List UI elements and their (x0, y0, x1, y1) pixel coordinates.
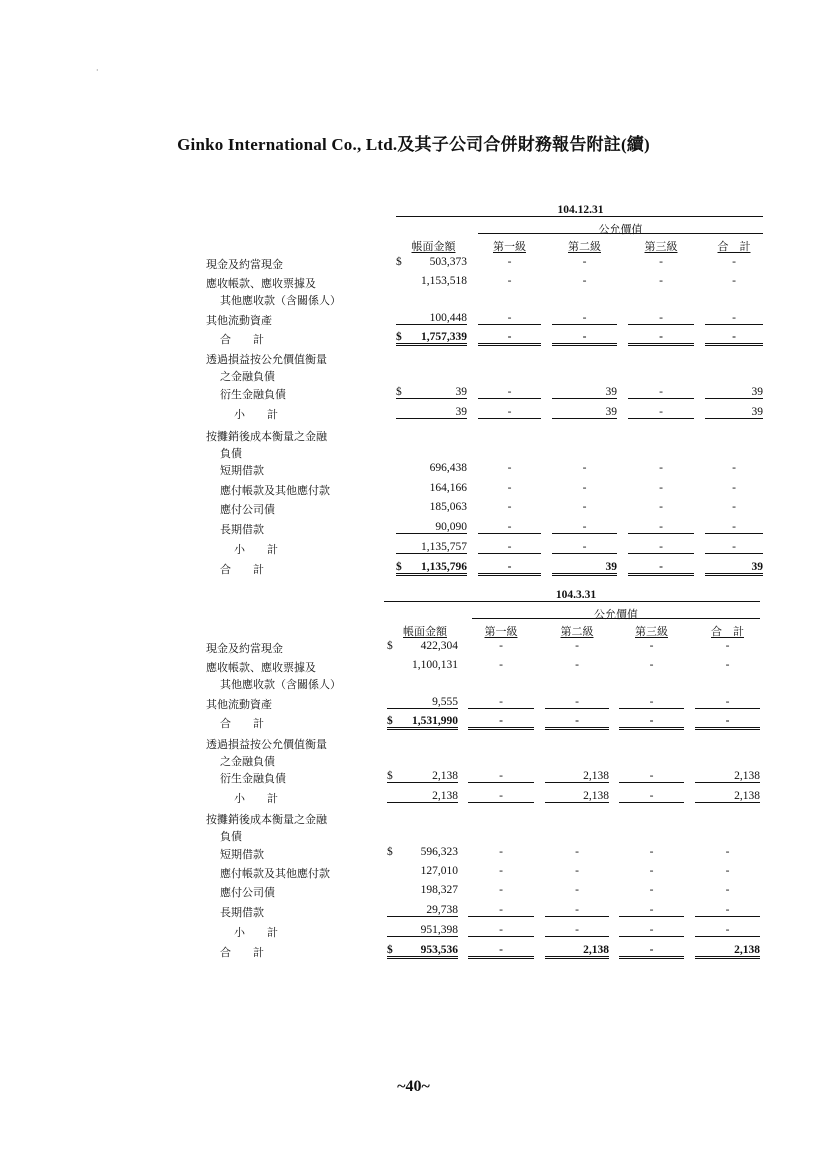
cell-level1: - (507, 256, 512, 268)
cell-level1: - (468, 924, 534, 937)
cell-carrying-amount: 696,438 (429, 462, 467, 474)
cell-level1: - (468, 715, 534, 730)
cell-level3: - (628, 312, 694, 325)
cell-level3: - (619, 696, 684, 709)
cell-total: - (732, 256, 736, 268)
cell-level2: 39 (552, 386, 617, 399)
cell-level1: - (507, 462, 512, 474)
currency-sign: $ (387, 640, 393, 652)
cell-carrying-amount: 503,373 (429, 256, 467, 268)
fair-value-group-header: 公允價值 (598, 223, 643, 236)
row-label-bonds: 應付公司債 (220, 503, 275, 516)
row-label-fvtpl_1: 透過損益按公允價值衡量 (206, 738, 327, 751)
cell-level3: - (628, 386, 694, 399)
cell-level2: - (575, 884, 579, 896)
cell-carrying-amount: 951,398 (387, 924, 458, 937)
cell-level3: - (628, 331, 694, 346)
column-header-total: 合 計 (717, 240, 751, 253)
page-title: Ginko International Co., Ltd.及其子公司合併財務報告附註(續) (177, 135, 650, 154)
cell-level3: - (619, 715, 684, 730)
currency-sign: $ (396, 386, 402, 398)
row-label-total: 合 計 (220, 563, 264, 576)
period-rule (396, 216, 763, 217)
cell-level1: - (499, 659, 503, 671)
cell-level1: - (507, 482, 512, 494)
cell-total: 2,138 (695, 790, 760, 803)
cell-level3: - (619, 790, 684, 803)
cell-level1: - (468, 944, 534, 959)
row-label-receivables_2: 其他應收款（含關係人） (220, 678, 341, 691)
cell-level2: - (552, 312, 617, 325)
row-label-derivative: 衍生金融負債 (220, 388, 286, 401)
currency-sign: $ (387, 770, 393, 782)
cell-carrying-amount: 39 (396, 406, 467, 419)
cell-level2: - (552, 541, 617, 554)
row-label-amortized_1: 按攤銷後成本衡量之金融 (206, 813, 327, 826)
fair-value-rule (472, 618, 760, 619)
cell-level3: - (659, 256, 663, 268)
row-label-short_term: 短期借款 (220, 848, 264, 861)
cell-level2: - (582, 256, 587, 268)
column-header-level3: 第三級 (644, 240, 678, 253)
cell-level2: - (552, 521, 617, 534)
cell-carrying-amount: 164,166 (429, 482, 467, 494)
column-header-level1: 第一級 (493, 240, 526, 253)
cell-level1: - (499, 884, 503, 896)
cell-carrying-amount: 422,304 (420, 640, 458, 652)
cell-carrying-amount: 1,135,757 (396, 541, 467, 554)
row-label-receivables_1: 應收帳款、應收票據及 (206, 277, 316, 290)
cell-level1: - (478, 541, 541, 554)
cell-total: 2,138 (695, 770, 760, 783)
cell-level3: - (649, 846, 654, 858)
cell-level3: - (619, 944, 684, 959)
row-label-cash: 現金及約當現金 (206, 642, 283, 655)
cell-total: - (695, 715, 760, 730)
cell-total: - (732, 462, 736, 474)
cell-total: - (705, 331, 763, 346)
cell-total: - (695, 696, 760, 709)
row-label-long_term: 長期借款 (220, 523, 264, 536)
cell-level3: - (649, 640, 654, 652)
cell-total: - (725, 659, 730, 671)
cell-carrying-amount: 596,323 (420, 846, 458, 858)
scan-speck: · (96, 66, 99, 75)
cell-carrying-amount: 29,738 (387, 904, 458, 917)
row-label-payables: 應付帳款及其他應付款 (220, 867, 330, 880)
cell-total: - (725, 846, 730, 858)
cell-level1: - (468, 904, 534, 917)
cell-level1: - (478, 331, 541, 346)
cell-level2: 39 (552, 561, 617, 576)
cell-level2: - (552, 331, 617, 346)
column-header-carrying-amount: 帳面金額 (403, 625, 447, 638)
cell-carrying-amount: 9,555 (387, 696, 458, 709)
currency-sign: $ (387, 715, 393, 727)
row-label-amortized_2: 負債 (220, 447, 242, 460)
row-label-subtotal: 小 計 (234, 408, 278, 421)
cell-carrying-amount: 185,063 (429, 501, 467, 513)
fair-value-group-header: 公允價值 (594, 608, 638, 621)
currency-sign: $ (387, 846, 393, 858)
row-label-receivables_2: 其他應收款（含關係人） (220, 294, 341, 307)
cell-carrying-amount: 2,138 (387, 790, 458, 803)
column-header-level3: 第三級 (635, 625, 668, 638)
row-label-derivative: 衍生金融負債 (220, 772, 286, 785)
cell-level2: - (582, 462, 587, 474)
period-rule (384, 601, 760, 602)
row-label-fvtpl_2: 之金融負債 (220, 755, 275, 768)
row-label-receivables_1: 應收帳款、應收票據及 (206, 661, 316, 674)
cell-total: - (725, 884, 730, 896)
cell-level1: - (478, 406, 541, 419)
cell-total: - (725, 865, 730, 877)
cell-level3: - (619, 904, 684, 917)
column-header-level1: 第一級 (484, 625, 518, 638)
currency-sign: $ (396, 331, 402, 343)
cell-carrying-amount: 1,757,339 (396, 331, 467, 346)
cell-carrying-amount: 90,090 (396, 521, 467, 534)
cell-level3: - (628, 521, 694, 534)
cell-carrying-amount: 198,327 (420, 884, 458, 896)
cell-total: 39 (705, 406, 763, 419)
row-label-payables: 應付帳款及其他應付款 (220, 484, 330, 497)
cell-level1: - (478, 386, 541, 399)
cell-level2: - (545, 715, 609, 730)
column-header-total: 合 計 (711, 625, 744, 638)
cell-level1: - (478, 561, 541, 576)
cell-level3: - (659, 275, 663, 287)
cell-carrying-amount: 39 (396, 386, 467, 399)
cell-level2: 39 (552, 406, 617, 419)
cell-total: - (732, 501, 736, 513)
row-label-amortized_2: 負債 (220, 830, 242, 843)
row-label-subtotal: 小 計 (234, 792, 278, 805)
cell-level2: - (575, 640, 579, 652)
cell-carrying-amount: 1,531,990 (387, 715, 458, 730)
cell-level2: - (582, 482, 587, 494)
cell-total: 39 (705, 386, 763, 399)
row-label-short_term: 短期借款 (220, 464, 264, 477)
cell-level2: 2,138 (545, 790, 609, 803)
row-label-subtotal: 小 計 (234, 926, 278, 939)
cell-carrying-amount: 127,010 (420, 865, 458, 877)
cell-level1: - (499, 640, 503, 652)
cell-level2: - (545, 696, 609, 709)
row-label-cash: 現金及約當現金 (206, 258, 283, 271)
currency-sign: $ (396, 561, 402, 573)
cell-level1: - (507, 501, 512, 513)
cell-level3: - (619, 770, 684, 783)
cell-level2: - (575, 659, 579, 671)
cell-level2: - (575, 865, 579, 877)
cell-level3: - (659, 501, 663, 513)
cell-total: - (732, 275, 736, 287)
cell-level1: - (478, 521, 541, 534)
cell-carrying-amount: 2,138 (387, 770, 458, 783)
cell-level1: - (468, 790, 534, 803)
cell-carrying-amount: 1,100,131 (412, 659, 458, 671)
period-date: 104.3.31 (555, 589, 597, 601)
cell-level3: - (659, 462, 663, 474)
row-label-total: 合 計 (220, 717, 264, 730)
cell-level2: - (575, 846, 579, 858)
cell-total: 2,138 (695, 944, 760, 959)
cell-carrying-amount: 1,135,796 (396, 561, 467, 576)
row-label-other_current: 其他流動資產 (206, 314, 272, 327)
cell-carrying-amount: 953,536 (387, 944, 458, 959)
cell-carrying-amount: 100,448 (396, 312, 467, 325)
cell-level1: - (507, 275, 512, 287)
cell-level2: - (582, 501, 587, 513)
currency-sign: $ (387, 944, 393, 956)
cell-level1: - (478, 312, 541, 325)
column-header-level2: 第二級 (560, 625, 594, 638)
cell-level3: - (649, 884, 654, 896)
row-label-total: 合 計 (220, 946, 264, 959)
cell-level1: - (499, 846, 503, 858)
row-label-other_current: 其他流動資產 (206, 698, 272, 711)
cell-total: - (705, 312, 763, 325)
cell-level3: - (628, 561, 694, 576)
cell-total: - (705, 521, 763, 534)
row-label-fvtpl_1: 透過損益按公允價值衡量 (206, 353, 327, 366)
cell-level1: - (499, 865, 503, 877)
cell-total: - (725, 640, 730, 652)
cell-total: - (705, 541, 763, 554)
period-date: 104.12.31 (557, 204, 604, 216)
cell-level3: - (649, 659, 654, 671)
cell-level2: - (545, 904, 609, 917)
currency-sign: $ (396, 256, 402, 268)
cell-level3: - (619, 924, 684, 937)
cell-total: 39 (705, 561, 763, 576)
cell-level3: - (649, 865, 654, 877)
fair-value-rule (478, 233, 763, 234)
cell-level2: - (545, 924, 609, 937)
row-label-amortized_1: 按攤銷後成本衡量之金融 (206, 430, 327, 443)
cell-level2: 2,138 (545, 770, 609, 783)
cell-total: - (695, 924, 760, 937)
cell-level2: 2,138 (545, 944, 609, 959)
cell-total: - (695, 904, 760, 917)
row-label-subtotal: 小 計 (234, 543, 278, 556)
row-label-long_term: 長期借款 (220, 906, 264, 919)
cell-level1: - (468, 770, 534, 783)
column-header-carrying-amount: 帳面金額 (411, 240, 456, 253)
cell-level3: - (659, 482, 663, 494)
cell-total: - (732, 482, 736, 494)
row-label-bonds: 應付公司債 (220, 886, 275, 899)
column-header-level2: 第二級 (568, 240, 601, 253)
cell-level3: - (628, 541, 694, 554)
row-label-fvtpl_2: 之金融負債 (220, 370, 275, 383)
cell-carrying-amount: 1,153,518 (421, 275, 467, 287)
page-number: ~40~ (397, 1078, 430, 1095)
cell-level3: - (628, 406, 694, 419)
cell-level2: - (582, 275, 587, 287)
cell-level1: - (468, 696, 534, 709)
row-label-total: 合 計 (220, 333, 264, 346)
